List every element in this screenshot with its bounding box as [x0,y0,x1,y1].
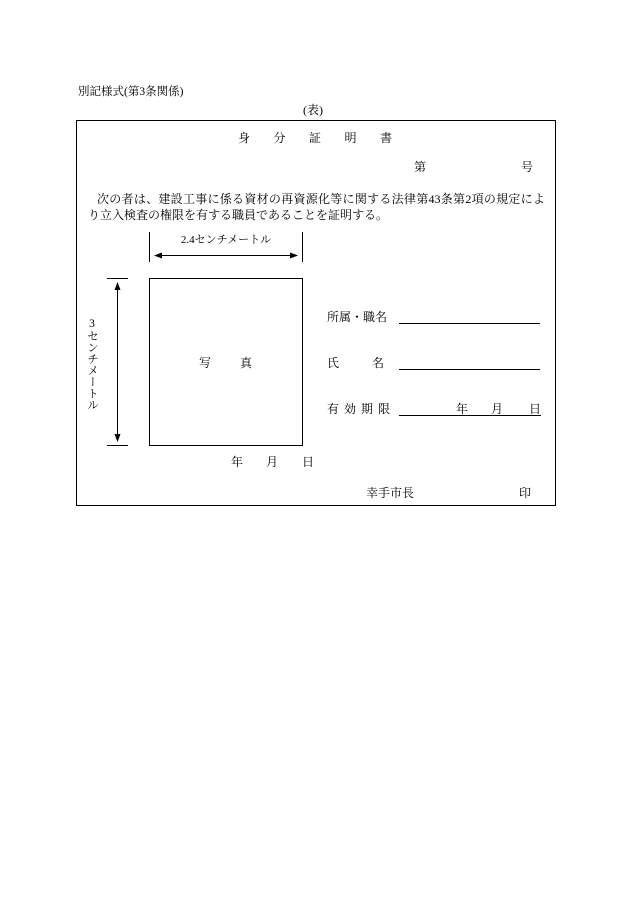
issuer-title: 幸手市長 [366,486,415,500]
height-arrowhead-top [115,282,121,290]
issuer-seal: 印 [519,486,532,500]
card-title: 身分証明書 [238,131,416,145]
expiry-label: 有効期限 [327,402,396,416]
expiry-date-month: 月 [491,402,504,416]
photo-height-label: 3センチメートル [86,318,98,411]
name-label: 氏名 [327,356,418,370]
expiry-date-day: 日 [529,402,542,416]
number-suffix: 号 [521,160,534,174]
statement-line-1: 次の者は、建設工事に係る資材の再資源化等に関する法律第43条第2項の規定によ [97,192,545,206]
expiry-date-year: 年 [456,402,469,416]
width-arrowhead-right [290,253,298,259]
form-label: 別記様式(第3条関係) [78,86,184,98]
photo-date-year: 年 [231,455,244,469]
width-arrowhead-left [154,253,162,259]
number-prefix: 第 [414,160,427,174]
affiliation-label: 所属・職名 [327,310,388,324]
card-border [77,121,556,506]
photo-date-month: 月 [266,455,279,469]
photo-width-label: 2.4センチメートル [180,234,272,246]
height-arrowhead-bottom [115,434,121,442]
statement-line-2: り立入検査の権限を有する職員であることを証明する。 [88,208,389,222]
photo-label: 写真 [199,356,282,370]
photo-date-day: 日 [302,455,315,469]
side-label: (表) [303,103,323,117]
